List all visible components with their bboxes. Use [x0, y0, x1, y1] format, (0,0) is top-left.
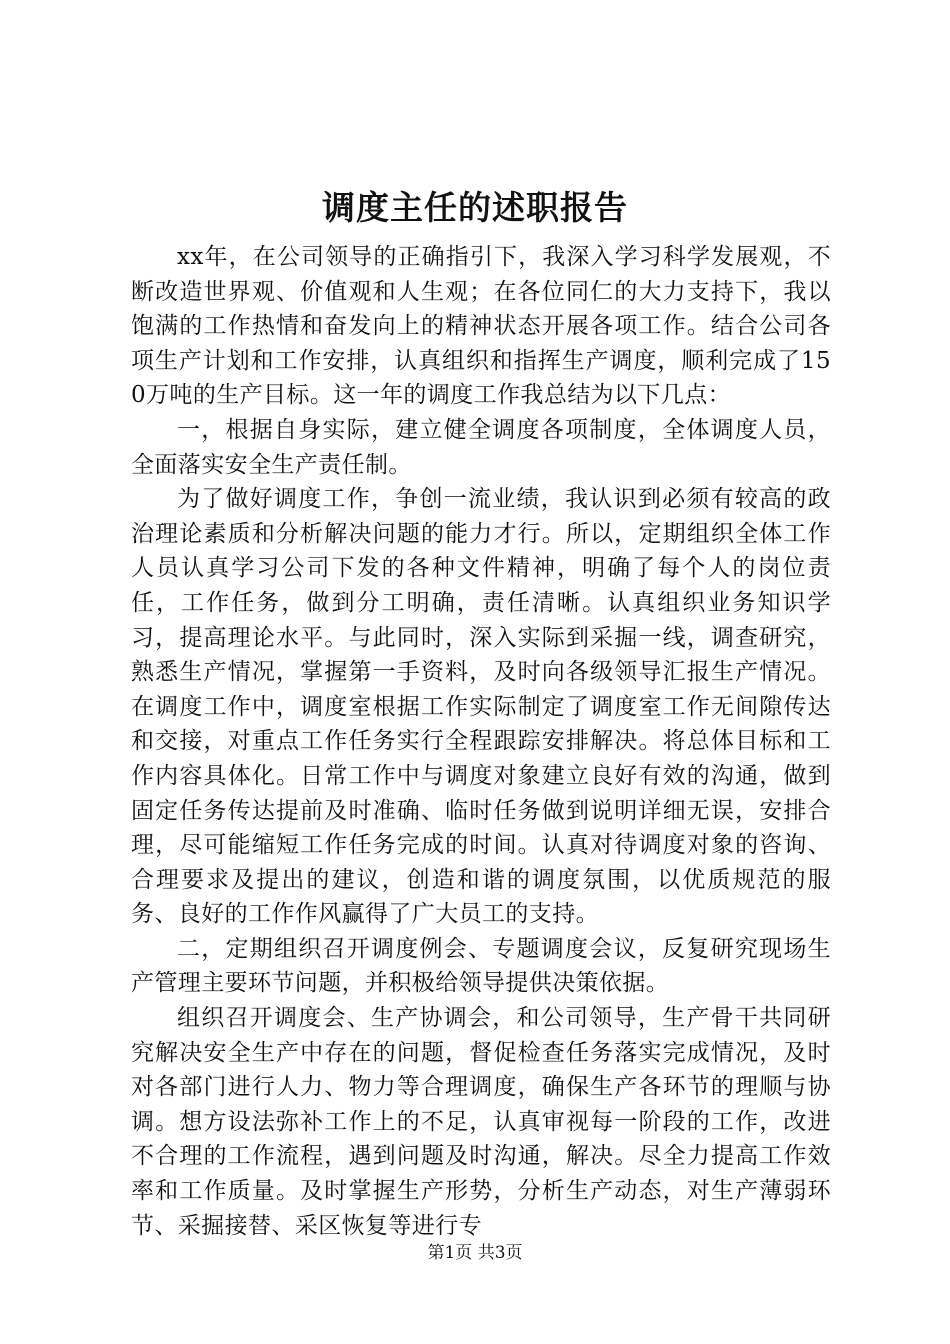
paragraph-intro: xx年，在公司领导的正确指引下，我深入学习科学发展观，不断改造世界观、价值观和人生观；在各位同仁的大力支持下，我以饱满的工作热情和奋发向上的精神状态开展各项工作。结合公司各项生产计划和工作安排，认真组织和指挥生产调度，顺利完成了150万吨的生产目标。这一年的调度工作我总结为以下几点：: [131, 244, 831, 409]
page-number-footer: 第1页 共3页: [427, 1243, 523, 1263]
document-body: [131, 240, 831, 1243]
paragraph-section-two-body: 组织召开调度会、生产协调会，和公司领导，生产骨干共同研究解决安全生产中存在的问题，督促检查任务落实完成情况，及时对各部门进行人力、物力等合理调度，确保生产各环节的理顺与协调。想方设法弥补工作上的不足，认真审视每一阶段的工作，改进不合理的工作流程，遇到问题及时沟通，解决。尽全力提高工作效率和工作质量。及时掌握生产形势，分析生产动态，对生产薄弱环节、采掘接替、采区恢复等进行专: [131, 1005, 831, 1239]
paragraph-section-one-body: 为了做好调度工作，争创一流业绩，我认识到必须有较高的政治理论素质和分析解决问题的能力才行。所以，定期组织全体工作人员认真学习公司下发的各种文件精神，明确了每个人的岗位责任，工作任务，做到分工明确，责任清晰。认真组织业务知识学习，提高理论水平。与此同时，深入实际到采掘一线，调查研究，熟悉生产情况，掌握第一手资料，及时向各级领导汇报生产情况。在调度工作中，调度室根据工作实际制定了调度室工作无间隙传达和交接，对重点工作任务实行全程跟踪安排解决。将总体目标和工作内容具体化。日常工作中与调度对象建立良好有效的沟通，做到固定任务传达提前及时准确、临时任务做到说明详细无误，安排合理，尽可能缩短工作任务完成的时间。认真对待调度对象的咨询、合理要求及提出的建议，创造和谐的调度氛围，以优质规范的服务、良好的工作作风赢得了广大员工的支持。: [131, 486, 831, 928]
paragraph-section-two-heading: 二，定期组织召开调度例会、专题调度会议，反复研究现场生产管理主要环节问题，并积极给领导提供决策依据。: [131, 935, 831, 997]
document-title: 调度主任的述职报告: [322, 188, 628, 227]
paragraph-section-one-heading: 一，根据自身实际，建立健全调度各项制度，全体调度人员，全面落实安全生产责任制。: [131, 416, 831, 478]
